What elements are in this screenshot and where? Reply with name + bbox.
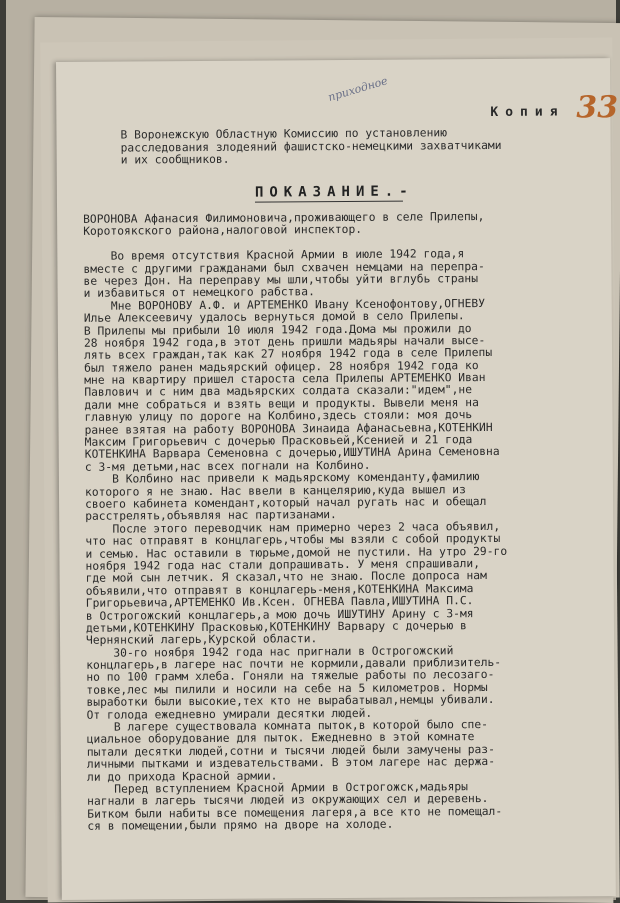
body-line: с 3-мя детьми,нас всех погнали на Колбино.: [84, 458, 371, 474]
body-line: ВОРОНОВА Афанасия Филимоновича,проживающего в селе Прилепы,: [83, 210, 485, 226]
body-line: КОТЕНКИНА Варвара Семеновна с дочерью,ИШУТИНА Арина Семеновна: [84, 445, 500, 462]
body-line: объявили,что отправят в концлагерь-меня,КОТЕНКИНА Максима: [85, 581, 474, 598]
page-number: 33: [576, 90, 619, 126]
body-line: в Острогожский концлагерь,а мою дочь ИШУТИНУ Арину с 3-мя: [85, 606, 474, 623]
body-line: 30-го ноября 1942 года нас пригнали в Острогожский: [86, 643, 454, 660]
body-line: где мой сын летчик. Я сказал,что не знаю. После допроса нам: [85, 569, 487, 586]
body-line: дали мне собраться и взять вещи и продукты. Вывели меня на: [84, 395, 479, 412]
body-line: В лагере существовала комната пыток,в которой было спе-: [86, 718, 488, 734]
copy-label: Копия: [490, 104, 565, 120]
document-page: [56, 58, 619, 900]
body-line: мне на квартиру пришел староста села Прилепы АРТЕМЕНКО Иван: [84, 371, 486, 387]
body-line: ли до прихода Красной армии.: [86, 769, 278, 784]
handwritten-note: приходное: [326, 74, 390, 104]
body-line: которого я не знаю. Нас ввели в канцелярию,куда вышел из: [84, 482, 466, 499]
body-line: Мне ВОРОНОВУ А.Ф. и АРТЕМЕНКО Ивану Ксенофонтову,ОГНЕВУ: [83, 296, 486, 313]
body-line: лять всех граждан,так как 27 ноября 1942 года в селе Прилепы: [84, 346, 493, 363]
body-line: Во время отсутствия Красной Армии в июле 1942 года,я: [83, 247, 465, 263]
body-line: От голода ежедневно умирали десятки людей.: [86, 706, 373, 722]
body-line: 28 ноября 1942 года,в этот день пришли мадьяры начали высе-: [83, 333, 486, 350]
body-line: личными пытками и издевательствами. В этом лагере нас держа-: [86, 755, 496, 771]
body-line: был тяжело ранен мадьярский офицер. 28 ноября 1942 года ко: [84, 358, 479, 375]
body-line: расстрелять,объявляя нас партизанами.: [85, 508, 337, 524]
body-line: выработки были высокие,тех кто не вырабатывал,немцы убивали.: [86, 693, 495, 710]
body-line: ноября 1942 года нас стали допрашивать. У меня спрашивали,: [85, 556, 481, 573]
body-line: В Прилепы мы прибыли 10 июля 1942 года.Дома мы прожили до: [83, 321, 472, 338]
body-line: Григорьевича,АРТЕМЕНКО Ив.Ксен. ОГНЕВА Павла,ИШУТИНА П.С.: [85, 594, 474, 610]
body-line: товке,лес мы пилили и носили на себе на 5 километров. Нормы: [86, 680, 488, 697]
body-line: но по 100 грамм хлеба. Гоняли на тяжелые работы по лесозаго-: [86, 668, 495, 685]
body-line: концлагерь,в лагере нас почти не кормили,давали приблизитель-: [86, 655, 502, 672]
body-line: детьми,КОТЕНКИНУ Прасковью,КОТЕНКИНУ Варвару с дочерью в: [85, 619, 467, 635]
body-line: ся в помещении,были прямо на дворе на холоде.: [87, 817, 394, 833]
body-line: Илье Алексеевичу удалось вернуться домой в село Прилепы.: [83, 309, 465, 325]
body-line: ве через Дон. На переправу мы шли,чтобы уйти вглубь страны: [83, 272, 479, 288]
body-line: ранее взятая на работу ВОРОНОВА Зинаида Афанасьевна,КОТЕНКИН: [84, 420, 493, 437]
body-line: Максим Григорьевич с дочерью Прасковьей,Ксенией и 21 года: [84, 433, 473, 449]
body-line: Чернянский лагерь,Курской области.: [85, 632, 318, 648]
body-line: главную улицу по дороге на Колбино,здесь стояли: моя дочь: [84, 408, 473, 425]
addressee: В Воронежскую Областную Комиссию по установлению расследования злодеяний фашистско-немецкими захватчиками и их сообщников.: [120, 126, 502, 167]
body-line: Павлович и с ним два мадьярских солдата сказали:"идем",не: [84, 383, 473, 400]
body-line: вместе с другими гражданами был схвачен немцами на перепра-: [83, 259, 485, 276]
body-line: циальное оборудование для пыток. Ежедневно в этой комнате: [86, 730, 475, 747]
body-line: Перед вступлением Красной Армии в Острогожск,мадьяры: [87, 780, 468, 796]
body-line: Битком были набиты все помещения лагеря,а все кто не помещал-: [87, 804, 503, 821]
body-line: Коротоякского района,налоговой инспектор.: [83, 223, 363, 239]
title-underline: [255, 201, 403, 203]
body-line: и семью. Нас оставили в тюрьме,домой не пустили. На утро 29-го: [85, 544, 508, 561]
body-line: После этого переводчик нам примерно через 2 часа объявил,: [85, 519, 501, 536]
body-line: пытали десятки людей,сотни и тысячи людей были замучены раз-: [86, 742, 495, 759]
document-body: [83, 210, 607, 833]
document-title: ПОКАЗАНИЕ.-: [254, 183, 414, 201]
body-line: своего кабинета комендант,который начал ругать нас и обещал: [85, 494, 487, 511]
body-line: нагнали в лагерь тысячи людей из окружающих сел и деревень.: [87, 792, 489, 809]
body-line: В Колбино нас привели к мадьярскому коменданту,фамилию: [84, 470, 480, 487]
body-line: что нас отправят в концлагерь,чтобы мы взяли с собой продукты: [85, 532, 501, 548]
body-line: и избавиться от немецкого рабства.: [83, 285, 315, 301]
